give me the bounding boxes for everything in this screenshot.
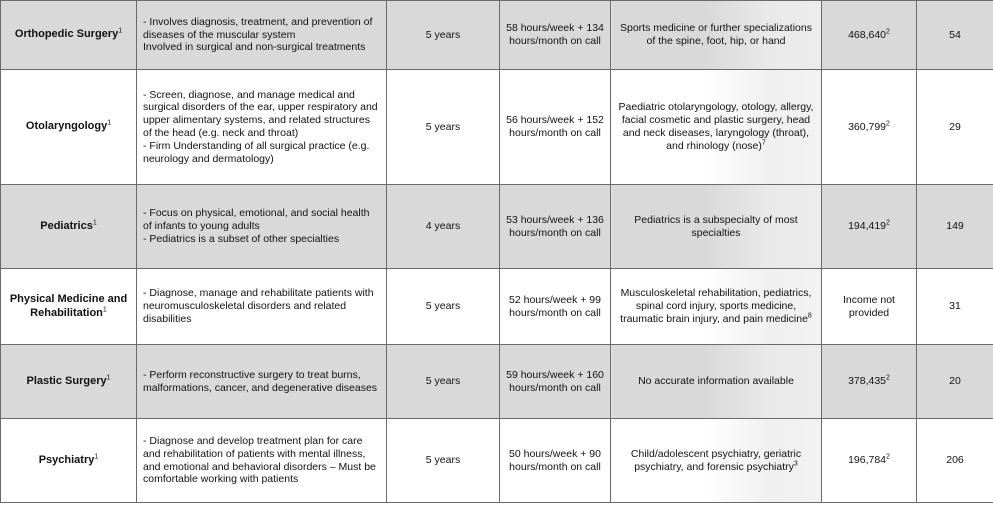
specialty-name-cell (1, 419, 137, 503)
table-row-pediatrics (1, 185, 993, 269)
specialty-name: Plastic Surgery (26, 374, 107, 387)
income-value: Income not provided (843, 293, 895, 319)
footnote-mark: 2 (886, 374, 890, 382)
hours-cell: 53 hours/week + 136 hours/month on call (500, 185, 611, 269)
subspecialties-cell (611, 1, 822, 70)
description-line: - Pediatrics is a subset of other specialties (143, 232, 340, 245)
hours-cell: 58 hours/week + 134 hours/month on call (500, 1, 611, 70)
subspecialties-cell (611, 419, 822, 503)
description-line: - Involves diagnosis, treatment, and prevention of diseases of the muscular system (143, 15, 373, 41)
income-value: 196,784 (848, 454, 887, 467)
description-cell (137, 1, 387, 70)
subspecialties-text: Sports medicine or further specializations of the spine, foot, hip, or hand (619, 22, 812, 47)
count-cell: 206 (917, 419, 993, 503)
table-row-psychiatry (1, 419, 993, 503)
description-line: - Focus on physical, emotional, and social health of infants to young adults (143, 207, 370, 233)
count-cell: 149 (917, 185, 993, 269)
training-cell: 5 years (387, 269, 500, 345)
subspecialties-cell (611, 269, 822, 345)
footnote-mark: 1 (118, 27, 123, 35)
hours-cell: 52 hours/week + 99 hours/month on call (500, 269, 611, 345)
footnote-mark: 2 (886, 453, 890, 461)
description-line: - Diagnose, manage and rehabilitate patients with neuromusculoskeletal disorders and related disabilities (143, 287, 374, 325)
description-cell (137, 419, 387, 503)
income-value: 378,435 (848, 375, 887, 388)
hours-cell: 50 hours/week + 90 hours/month on call (500, 419, 611, 503)
subspecialties-text: Musculoskeletal rehabilitation, pediatrics, spinal cord injury, sports medicine, traumatic brain injury, and pain medicine (620, 287, 812, 325)
footnote-mark: 2 (886, 120, 890, 128)
specialty-name-cell (1, 70, 137, 185)
specialty-name: Psychiatry (38, 453, 95, 466)
training-cell: 5 years (387, 345, 500, 419)
footnote-mark: 8 (807, 312, 812, 320)
description-line: - Firm Understanding of all surgical practice (e.g. neurology and dermatology) (143, 139, 370, 165)
hours-cell: 59 hours/week + 160 hours/month on call (500, 345, 611, 419)
footnote-mark: 1 (107, 119, 112, 127)
footnote-mark: 2 (886, 219, 890, 227)
footnote-mark: 3 (793, 460, 798, 467)
specialty-name-cell (1, 1, 137, 70)
income-value: 360,799 (848, 120, 887, 133)
subspecialties-cell (611, 185, 822, 269)
subspecialties-cell (611, 345, 822, 419)
income-cell (822, 1, 917, 70)
table-row-plastic-surgery (1, 345, 993, 419)
specialty-name: Otolaryngology (25, 120, 108, 133)
specialty-name-cell (1, 345, 137, 419)
table-row-orthopedic-surgery (1, 1, 993, 70)
table-row-physical-medicine (1, 269, 993, 345)
income-value: 468,640 (848, 28, 887, 41)
income-cell (822, 419, 917, 503)
income-cell (822, 70, 917, 185)
hours-cell: 56 hours/week + 152 hours/month on call (500, 70, 611, 185)
footnote-mark: 1 (106, 374, 111, 382)
training-cell: 5 years (387, 1, 500, 70)
income-cell (822, 269, 917, 345)
training-cell: 4 years (387, 185, 500, 269)
subspecialties-text: No accurate information available (638, 375, 794, 388)
footnote-mark: 7 (761, 139, 766, 147)
income-cell (822, 185, 917, 269)
training-cell: 5 years (387, 70, 500, 185)
description-line: - Screen, diagnose, and manage medical and surgical disorders of the ear, upper respiratory and upper alimentary systems, and related structures of the head (e.g. neck and throat) (143, 88, 378, 139)
description-cell (137, 345, 387, 419)
specialty-name: Physical Medicine and Rehabilitation (9, 293, 128, 319)
footnote-mark: 2 (886, 28, 890, 36)
count-cell: 20 (917, 345, 993, 419)
subspecialties-text: Paediatric otolaryngology, otology, allergy, facial cosmetic and plastic surgery, head and neck diseases, laryngology (throat), and rhinology (nose) (618, 101, 814, 152)
training-cell: 5 years (387, 419, 500, 503)
count-cell: 29 (917, 70, 993, 185)
table-row-otolaryngology (1, 70, 993, 185)
description-cell (137, 269, 387, 345)
footnote-mark: 1 (102, 305, 107, 313)
description-line: - Perform reconstructive surgery to treat burns, malformations, cancer, and degenerative diseases (143, 368, 378, 394)
description-cell (137, 70, 387, 185)
footnote-mark: 1 (92, 219, 97, 227)
specialty-name: Pediatrics (40, 219, 93, 232)
description-cell (137, 185, 387, 269)
specialty-name: Orthopedic Surgery (14, 28, 119, 41)
specialty-name-cell (1, 185, 137, 269)
subspecialties-text: Pediatrics is a subspecialty of most specialties (634, 213, 798, 239)
income-cell (822, 345, 917, 419)
subspecialties-text: Child/adolescent psychiatry, geriatric psychiatry, and forensic psychiatry (630, 447, 802, 473)
footnote-mark: 1 (94, 453, 99, 461)
description-line: Involved in surgical and non-surgical treatments (143, 41, 366, 54)
description-line: - Diagnose and develop treatment plan for care and rehabilitation of patients with mental illness, and emotional and behavioral disorders – Must be comfortable working with patients (143, 434, 376, 486)
income-value: 194,419 (848, 220, 887, 233)
specialty-name-cell (1, 269, 137, 345)
count-cell: 54 (917, 1, 993, 70)
count-cell: 31 (917, 269, 993, 345)
subspecialties-cell (611, 70, 822, 185)
